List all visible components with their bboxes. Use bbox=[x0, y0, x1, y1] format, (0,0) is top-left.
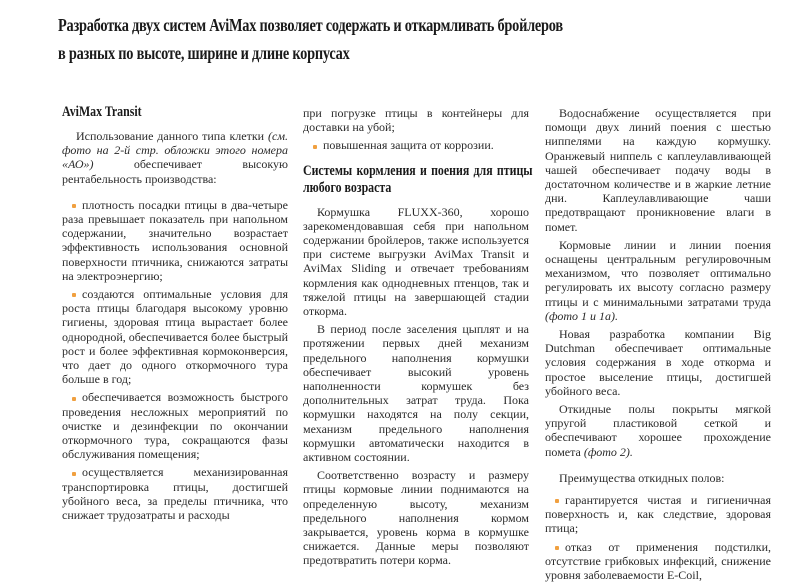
paragraph: Кормушка FLUXX-360, хорошо зарекомендовавшая себя при напольном содержании бройлеров, также используется при системе выгрузки AviMax Transit и AviMax Sliding и отвечает требованиям кормления как однодневных птенцов, так и тяжелой птицы на завершающей стадии откорма. bbox=[303, 204, 529, 319]
photo-reference: (фото 1 и 1а). bbox=[545, 308, 619, 323]
list-item: осуществляется механизированная транспортировка птицы, достигшей убойного веса, за пределы птичника, что снижает трудозатраты и расходы bbox=[62, 465, 288, 523]
intro-paragraph: Использование данного типа клетки (см. фото на 2-й стр. обложки этого номера «АО») обеспечивает высокую рентабельность производства: bbox=[62, 129, 288, 186]
column-2 bbox=[303, 106, 533, 572]
paragraph: В период после заселения цыплят и на протяжении первых дней механизм предельного наполнения кормушки обеспечивает высокий уровень наполненности кормушек без дополнительных затрат труда. Пока кормушки находятся на полу секции, механизм предельного наполнения кормушки автоматически находится в активном состоянии. bbox=[303, 322, 529, 465]
paragraph: Соответственно возрасту и размеру птицы кормовые линии поднимаются на определенную высоту, механизм предельного наполнения кормом закрывается, уровень корма в кормушке снижается. Данные меры позволяют предотвратить потери корма. bbox=[303, 468, 529, 568]
column-1 bbox=[62, 104, 288, 526]
section-title-avimax-transit: AviMax Transit bbox=[62, 104, 142, 120]
list-item: создаются оптимальные условия для роста птицы благодаря высокому уровню гигиены, здоровая птица вырастает более однородной, обеспечивается более быстрый рост и более эффективная кормоконверсия, что дает до одного откормочного тура больше в год; bbox=[62, 287, 288, 387]
bullet-icon bbox=[72, 204, 76, 208]
bullet-icon bbox=[555, 499, 559, 503]
photo-reference: (фото 2). bbox=[580, 444, 633, 459]
bullet-icon bbox=[72, 472, 76, 476]
list-item: отказ от применения подстилки, отсутствие грибковых инфекций, снижение уровня заболеваемости E-Coil, bbox=[545, 539, 771, 583]
list-item: гарантируется чистая и гигиеничная поверхность и, как следствие, здоровая птица; bbox=[545, 493, 771, 536]
headline-line-2: в разных по высоте, ширине и длине корпусах bbox=[58, 43, 350, 63]
paragraph: Откидные полы покрыты мягкой упругой пластиковой сеткой и обеспечивают хорошее прохождение помета (фото 2). bbox=[545, 402, 771, 459]
headline-line-1: Разработка двух систем AviMax позволяет содержать и откармливать бройлеров bbox=[58, 15, 563, 35]
bullet-icon bbox=[555, 546, 559, 550]
list-item: плотность посадки птицы в два-четыре раза превышает показатель при напольном содержании, значительно возрастает эффективность использования основной поверхности птичника, снижаются затраты на электроэнергию; bbox=[62, 197, 288, 283]
bullet-icon bbox=[72, 293, 76, 297]
paragraph: Водоснабжение осуществляется при помощи двух линий поения с шестью ниппелями на каждую кормушку. Оранжевый ниппель с каплеулавливающей чашей обеспечивает подачу воды в достаточном количестве и в жаркие летние дни. Каплеулавливающие чаши предотвращают проникновение влаги в помет. bbox=[545, 106, 771, 234]
advantages-label: Преимущества откидных полов: bbox=[559, 470, 725, 485]
list-item: повышенная защита от коррозии. bbox=[303, 138, 529, 152]
paragraph: Кормовые линии и линии поения оснащены центральным регулировочным механизмом, что позволяет оптимально регулировать их высоту согласно размеру птицы и с минимальными затратами труда (фото 1 и 1а). bbox=[545, 237, 771, 323]
list-item: обеспечивается возможность быстрого проведения несложных мероприятий по очистке и дезинфекции по окончании откормочного тура, сокращаются фазы обслуживания помещения; bbox=[62, 390, 288, 462]
section-title-feeding-systems: Системы кормления и поения для птицы любого возраста bbox=[303, 162, 533, 196]
bullet-icon bbox=[72, 397, 76, 401]
photo-reference: (см. фото на 2-й стр. обложки этого номера «АО») bbox=[62, 129, 288, 172]
paragraph: Новая разработка компании Big Dutchman обеспечивает оптимальные условия содержания в ходе откорма и простое выселение птицы, достигшей убойного веса. bbox=[545, 327, 771, 398]
bullet-icon bbox=[313, 145, 317, 149]
column-3 bbox=[545, 106, 771, 586]
continued-text: при погрузке птицы в контейнеры для доставки на убой; bbox=[303, 106, 529, 135]
article-headline bbox=[58, 11, 763, 67]
